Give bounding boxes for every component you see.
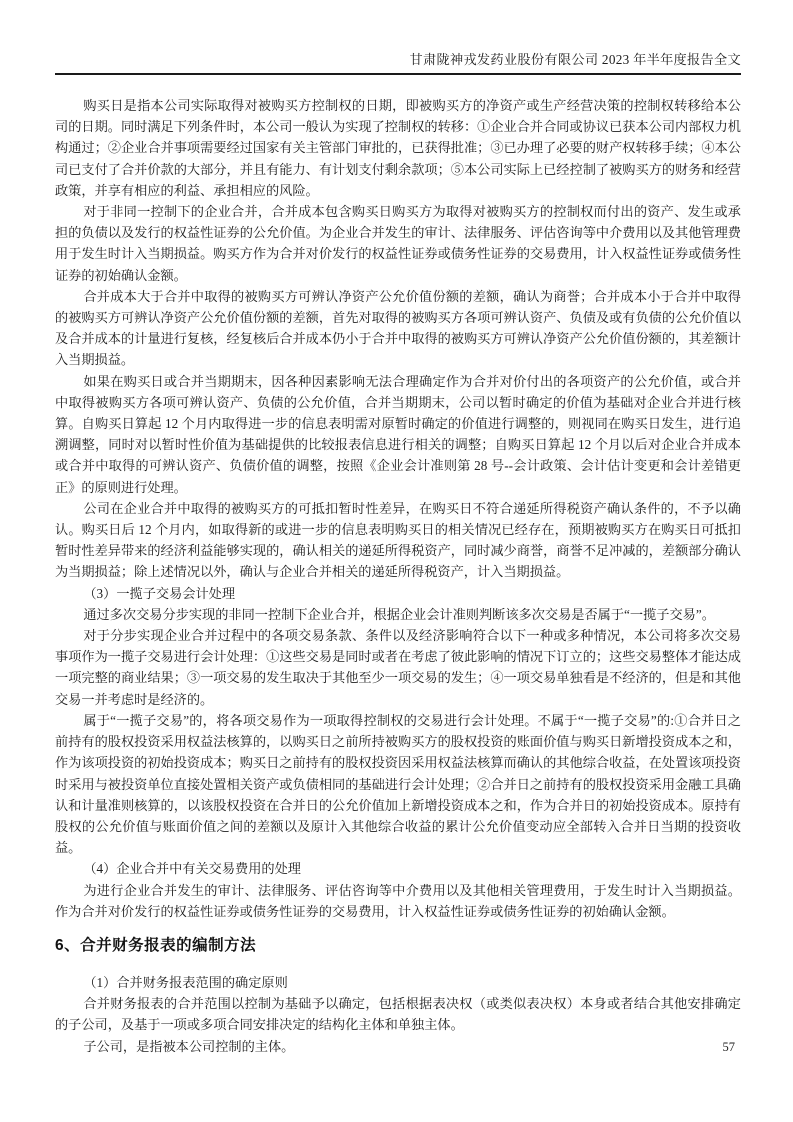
paragraph-goodwill: 合并成本大于合并中取得的被购买方可辨认净资产公允价值份额的差额，确认为商誉；合并成本小于合并中取得的被购买方可辨认净资产公允价值份额的差额，首先对取得的被购买方各项可辨认资产、负债及或有负债的公允价值以及合并成本的计量进行复核，经复核后合并成本仍小于合并中取得的被购买方可辨认净资产公允价值份额的，其差额计入当期损益。	[55, 288, 741, 368]
paragraph-bundled-transaction-criteria: 对于分步实现企业合并过程中的各项交易条款、条件以及经济影响符合以下一种或多种情况，本公司将多次交易事项作为一揽子交易进行会计处理：①这些交易是同时或者在考虑了彼此影响的情况下订立的；这些交易整体才能达成一项完整的商业结果；③一项交易的发生取决于其他至少一项交易的发生；④一项交易单独看是不经济的，但是和其他交易一并考虑时是经济的。	[55, 628, 741, 707]
subheading-transaction-fees: （4）企业合并中有关交易费用的处理	[83, 861, 301, 877]
paragraph-bundled-vs-non-bundled-treatment: 属于“一揽子交易”的，将各项交易作为一项取得控制权的交易进行会计处理。不属于“一揽子交易”的:①合并日之前持有的股权投资采用权益法核算的，以购买日之前所持被购买方的股权投资的账面价值与购买日新增投资成本之和，作为该项投资的初始投资成本；购买日之前持有的股权投资因采用权益法核算而确认的其他综合收益，在处置该项投资时采用与被投资单位直接处置相关资产或负债相同的基础进行会计处理；②合并日之前持有的股权投资采用金融工具确认和计量准则核算的，以该股权投资在合并日的公允价值加上新增投资成本之和，作为合并日的初始投资成本。原持有股权的公允价值与账面价值之间的差额以及原计入其他综合收益的累计公允价值变动应全部转入合并日当期的投资收益。	[55, 712, 741, 856]
section-heading-consolidated-statements-method: 6、合并财务报表的编制方法	[55, 936, 257, 954]
paragraph-consolidation-scope: 合并财务报表的合并范围以控制为基础予以确定，包括根据表决权（或类似表决权）本身或者结合其他安排确定的子公司，及基于一项或多项合同安排决定的结构化主体和单独主体。	[55, 996, 741, 1033]
paragraph-non-common-control-cost: 对于非同一控制下的企业合并，合并成本包含购买日购买方为取得对被购买方的控制权而付出的资产、发生或承担的负债以及发行的权益性证券的公允价值。为企业合并发生的审计、法律服务、评估咨询等中介费用以及其他管理费用于发生时计入当期损益。购买方作为合并对价发行的权益性证券或债务性证券的交易费用，计入权益性证券或债务性证券的初始确认金额。	[55, 204, 741, 283]
page-number: 57	[722, 1040, 735, 1054]
paragraph-deductible-temporary-differences: 公司在企业合并中取得的被购买方的可抵扣暂时性差异，在购买日不符合递延所得税资产确认条件的，不予以确认。购买日后 12 个月内，如取得新的或进一步的信息表明购买日的相关情况已经存在，预期被购买方在购买日可抵扣暂时性差异带来的经济利益能够实现的，确认相关的递延所得税资产，同时减少商誉，商誉不足冲减的，差额部分确认为当期损益；除上述情况以外，确认与企业合并相关的递延所得税资产，计入当期损益。	[55, 500, 741, 580]
subheading-bundled-transaction-accounting: （3）一揽子交易会计处理	[83, 585, 236, 601]
paragraph-provisional-values: 如果在购买日或合并当期期末，因各种因素影响无法合理确定作为合并对价付出的各项资产的公允价值，或合并中取得被购买方各项可辨认资产、负债的公允价值，合并当期期末，公司以暂时确定的价值为基础对企业合并进行核算。自购买日算起 12 个月内取得进一步的信息表明需对原暂时确定的价值进行调整的，则视同在购买日发生，进行追溯调整，同时对以暂时性价值为基础提供的比较报表信息进行相关的调整；自购买日算起 12 个月以后对企业合并成本或合并中取得的可辨认资产、负债价值的调整，按照《企业会计准则第 28 号--会计政策、会计估计变更和会计差错更正》的原则进行处理。	[55, 373, 741, 495]
running-header: 甘肃陇神戎发药业股份有限公司 2023 年半年度报告全文	[55, 0, 741, 75]
paragraph-subsidiary-definition: 子公司，是指被本公司控制的主体。	[83, 1038, 295, 1054]
paragraph-multi-step-merger: 通过多次交易分步实现的非同一控制下企业合并，根据企业会计准则判断该多次交易是否属于“一揽子交易”。	[83, 606, 715, 622]
paragraph-transaction-fees-treatment: 为进行企业合并发生的审计、法律服务、评估咨询等中介费用以及其他相关管理费用，于发生时计入当期损益。作为合并对价发行的权益性证券或债务性证券的交易费用，计入权益性证券或债务性证券的初始确认金额。	[55, 882, 741, 919]
subheading-consolidation-scope-principle: （1）合并财务报表范围的确定原则	[83, 974, 288, 990]
paragraph-acquisition-date: 购买日是指本公司实际取得对被购买方控制权的日期，即被购买方的净资产或生产经营决策的控制权转移给本公司的日期。同时满足下列条件时，本公司一般认为实现了控制权的转移：①企业合并合同或协议已获本公司内部权力机构通过；②企业合并事项需要经过国家有关主管部门审批的，已获得批准；③已办理了必要的财产权转移手续；④本公司已支付了合并价款的大部分，并且有能力、有计划支付剩余款项；⑤本公司实际上已经控制了被购买方的财务和经营政策，并享有相应的利益、承担相应的风险。	[55, 98, 741, 198]
page-body	[55, 95, 741, 1057]
